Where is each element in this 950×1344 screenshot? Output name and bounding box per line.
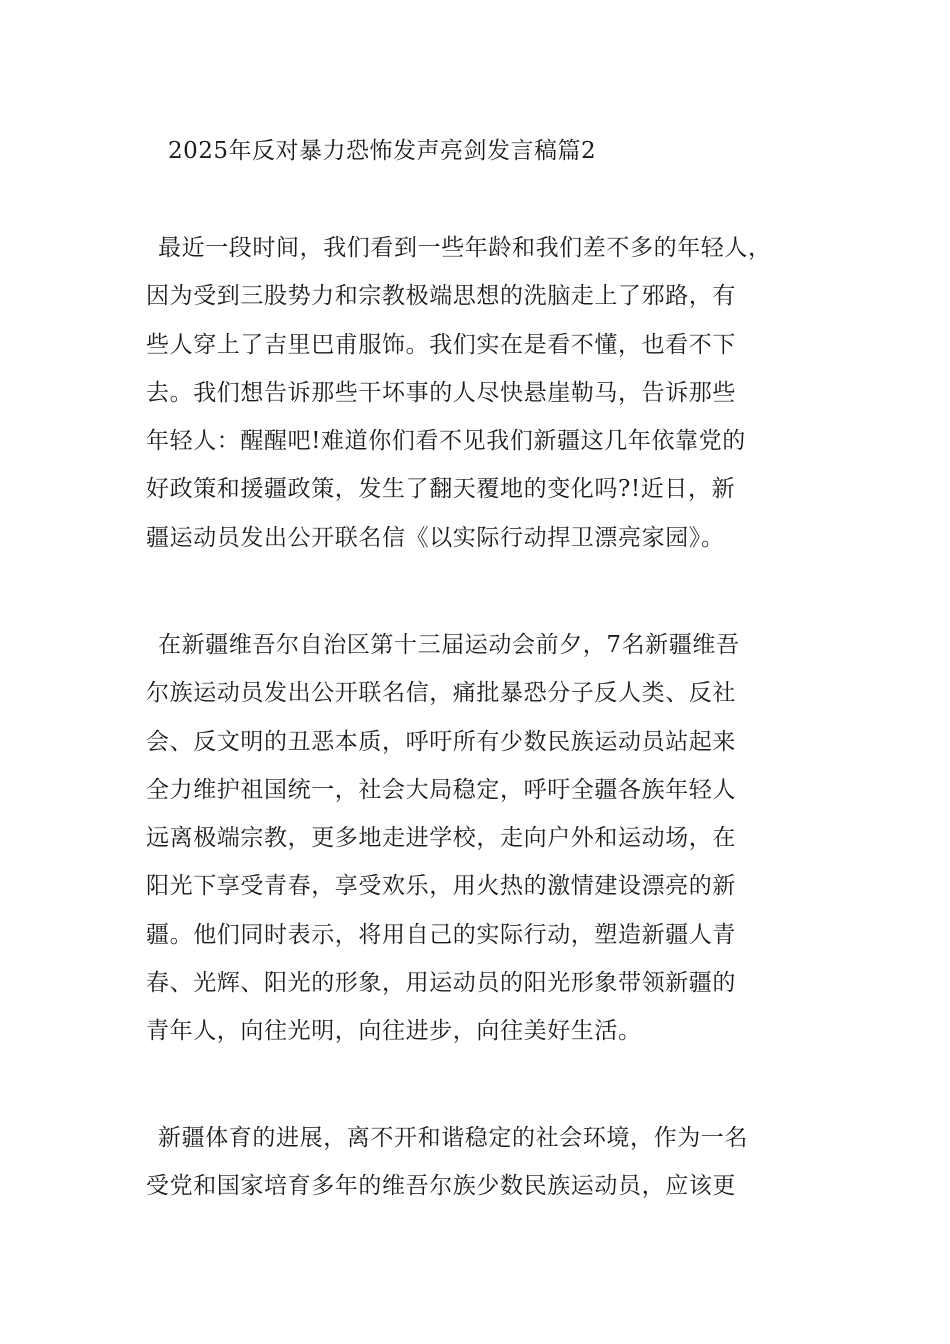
paragraph-line: 全力维护祖国统一，社会大局稳定，呼吁全疆各族年轻人 <box>146 776 736 803</box>
paragraph-line: 好政策和援疆政策，发生了翻天覆地的变化吗?!近日，新 <box>146 476 736 503</box>
paragraph-line: 去。我们想告诉那些干坏事的人尽快悬崖勒马，告诉那些 <box>146 379 736 406</box>
paragraph-line: 远离极端宗教，更多地走进学校，走向户外和运动场，在 <box>146 825 736 852</box>
document-title: 2025年反对暴力恐怖发声亮剑发言稿篇2 <box>168 138 597 164</box>
paragraph-line: 新疆体育的进展，离不开和谐稳定的社会环境，作为一名 <box>158 1125 748 1151</box>
paragraph-line: 会、反文明的丑恶本质，呼吁所有少数民族运动员站起来 <box>146 728 736 755</box>
paragraph-line: 春、光辉、阳光的形象，用运动员的阳光形象带领新疆的 <box>146 970 736 997</box>
paragraph-line: 因为受到三股势力和宗教极端思想的洗脑走上了邪路，有 <box>146 283 736 310</box>
paragraph-line: 尔族运动员发出公开联名信，痛批暴恐分子反人类、反社 <box>146 680 736 707</box>
paragraph-line: 阳光下享受青春，享受欢乐，用火热的激情建设漂亮的新 <box>146 873 736 900</box>
paragraph-line: 年轻人：醒醒吧!难道你们看不见我们新疆这几年依靠党的 <box>146 428 746 455</box>
paragraph-line: 受党和国家培育多年的维吾尔族少数民族运动员，应该更 <box>146 1173 736 1200</box>
paragraph-line: 疆。他们同时表示，将用自己的实际行动，塑造新疆人青 <box>146 921 736 948</box>
paragraph-2 <box>146 621 821 1056</box>
paragraph-line: 疆运动员发出公开联名信《以实际行动捍卫漂亮家园》。 <box>146 524 725 551</box>
paragraph-1 <box>146 224 821 562</box>
paragraph-line: 些人穿上了吉里巴甫服饰。我们实在是看不懂，也看不下 <box>146 331 736 358</box>
paragraph-line: 青年人，向往光明，向往进步，向往美好生活。 <box>146 1018 642 1045</box>
paragraph-line: 最近一段时间，我们看到一些年龄和我们差不多的年轻人， <box>158 235 772 261</box>
paragraph-3 <box>146 1114 821 1211</box>
paragraph-line: 在新疆维吾尔自治区第十三届运动会前夕，7名新疆维吾 <box>158 632 740 658</box>
